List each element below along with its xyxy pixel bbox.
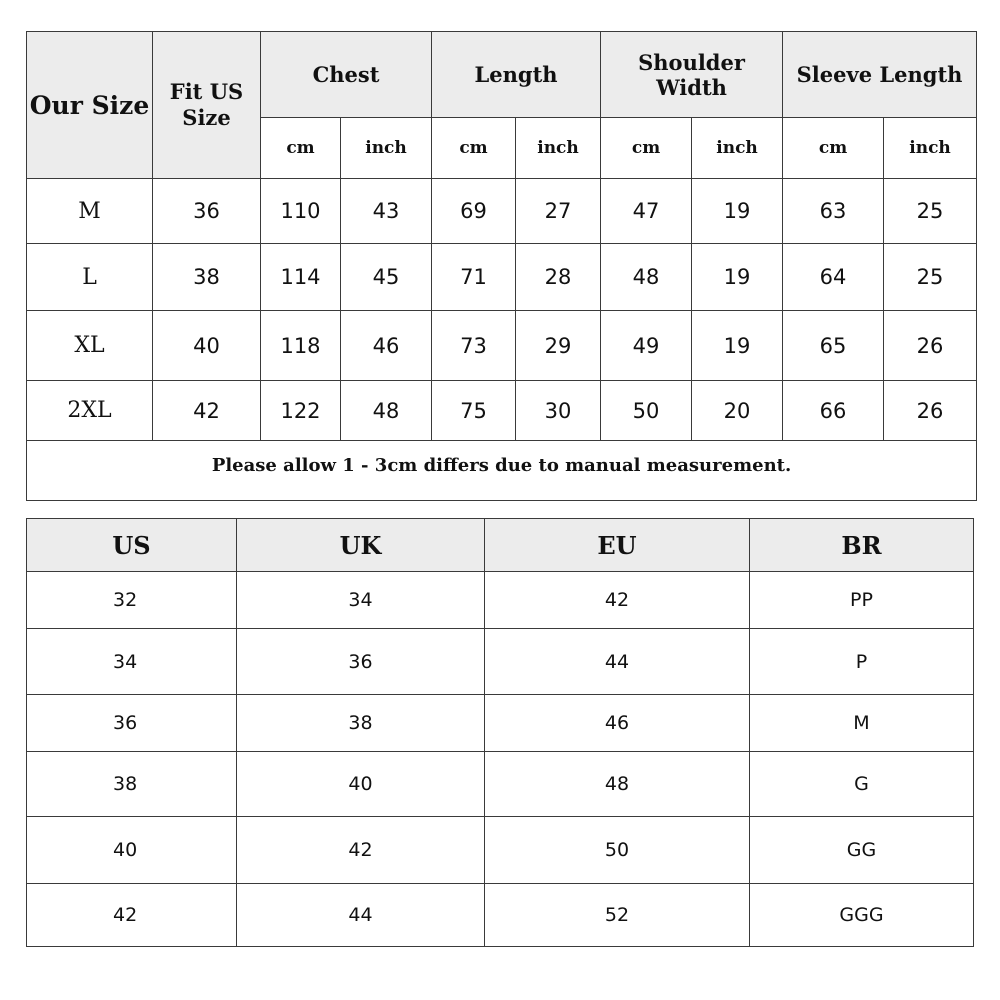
unit-header: inch [692, 118, 783, 179]
unit-header: cm [261, 118, 341, 179]
br-column-header: BR [750, 519, 974, 572]
fit-us-label-line1: Fit US [169, 79, 244, 104]
measurement-cell: 122 [261, 381, 341, 441]
conversion-cell: 32 [27, 572, 237, 629]
conversion-cell: GGG [750, 884, 974, 947]
measurement-cell: 71 [432, 244, 516, 311]
fit-us-label-line2: Size [182, 105, 231, 130]
size-row [27, 311, 977, 381]
measurement-cell: 69 [432, 179, 516, 244]
conversion-cell: 46 [485, 695, 750, 752]
measurement-cell: 65 [783, 311, 884, 381]
conversion-cell: M [750, 695, 974, 752]
measurement-cell: 114 [261, 244, 341, 311]
sleeve-length-header: Sleeve Length [783, 32, 977, 118]
conversion-cell: 48 [485, 752, 750, 817]
measurement-cell: 47 [601, 179, 692, 244]
measurement-cell: 48 [601, 244, 692, 311]
measurement-cell: 19 [692, 244, 783, 311]
measurement-cell: 26 [884, 381, 977, 441]
size-row [27, 381, 977, 441]
measurement-cell: 118 [261, 311, 341, 381]
conversion-row [27, 817, 974, 884]
uk-column-header: UK [237, 519, 485, 572]
conversion-cell: 34 [237, 572, 485, 629]
size-label-cell: L [27, 244, 153, 311]
size-row [27, 244, 977, 311]
conversion-cell: PP [750, 572, 974, 629]
conversion-cell: P [750, 629, 974, 695]
unit-header: cm [783, 118, 884, 179]
conversion-cell: 38 [27, 752, 237, 817]
size-chart-table [26, 31, 977, 501]
conversion-row [27, 752, 974, 817]
size-conversion-table [26, 518, 974, 947]
conversion-cell: 42 [27, 884, 237, 947]
our-size-header: Our Size [27, 32, 153, 179]
measurement-cell: 29 [516, 311, 601, 381]
measurement-cell: 66 [783, 381, 884, 441]
unit-header: inch [341, 118, 432, 179]
shoulder-width-header: Shoulder Width [601, 32, 783, 118]
size-label-cell: M [27, 179, 153, 244]
conversion-cell: 44 [237, 884, 485, 947]
measurement-cell: 20 [692, 381, 783, 441]
measurement-cell: 45 [341, 244, 432, 311]
conversion-cell: G [750, 752, 974, 817]
measurement-cell: 75 [432, 381, 516, 441]
conversion-cell: 50 [485, 817, 750, 884]
fit-us-size-header [153, 32, 261, 179]
unit-header: inch [516, 118, 601, 179]
fit-us-cell: 36 [153, 179, 261, 244]
measurement-cell: 25 [884, 179, 977, 244]
conversion-row [27, 572, 974, 629]
fit-us-cell: 42 [153, 381, 261, 441]
measurement-cell: 28 [516, 244, 601, 311]
size-label-cell: XL [27, 311, 153, 381]
conversion-cell: 52 [485, 884, 750, 947]
fit-us-cell: 40 [153, 311, 261, 381]
measurement-cell: 27 [516, 179, 601, 244]
size-label-cell: 2XL [27, 381, 153, 441]
eu-column-header: EU [485, 519, 750, 572]
measurement-cell: 48 [341, 381, 432, 441]
conversion-cell: 40 [27, 817, 237, 884]
measurement-cell: 46 [341, 311, 432, 381]
us-column-header: US [27, 519, 237, 572]
conversion-cell: 42 [485, 572, 750, 629]
unit-header: inch [884, 118, 977, 179]
measurement-cell: 50 [601, 381, 692, 441]
measurement-cell: 110 [261, 179, 341, 244]
unit-header: cm [432, 118, 516, 179]
conversion-cell: 44 [485, 629, 750, 695]
conversion-row [27, 629, 974, 695]
conversion-cell: 36 [237, 629, 485, 695]
conversion-cell: 36 [27, 695, 237, 752]
conversion-row [27, 884, 974, 947]
unit-header: cm [601, 118, 692, 179]
measurement-cell: 19 [692, 311, 783, 381]
conversion-cell: GG [750, 817, 974, 884]
measurement-cell: 25 [884, 244, 977, 311]
conversion-cell: 42 [237, 817, 485, 884]
size-row [27, 179, 977, 244]
conversion-row [27, 695, 974, 752]
measurement-cell: 64 [783, 244, 884, 311]
chest-header: Chest [261, 32, 432, 118]
measurement-cell: 73 [432, 311, 516, 381]
measurement-cell: 30 [516, 381, 601, 441]
conversion-cell: 40 [237, 752, 485, 817]
measurement-cell: 63 [783, 179, 884, 244]
fit-us-cell: 38 [153, 244, 261, 311]
length-header: Length [432, 32, 601, 118]
conversion-cell: 34 [27, 629, 237, 695]
measurement-cell: 49 [601, 311, 692, 381]
measurement-note: Please allow 1 - 3cm differs due to manual measurement. [27, 441, 977, 501]
conversion-cell: 38 [237, 695, 485, 752]
measurement-cell: 26 [884, 311, 977, 381]
measurement-cell: 19 [692, 179, 783, 244]
measurement-cell: 43 [341, 179, 432, 244]
